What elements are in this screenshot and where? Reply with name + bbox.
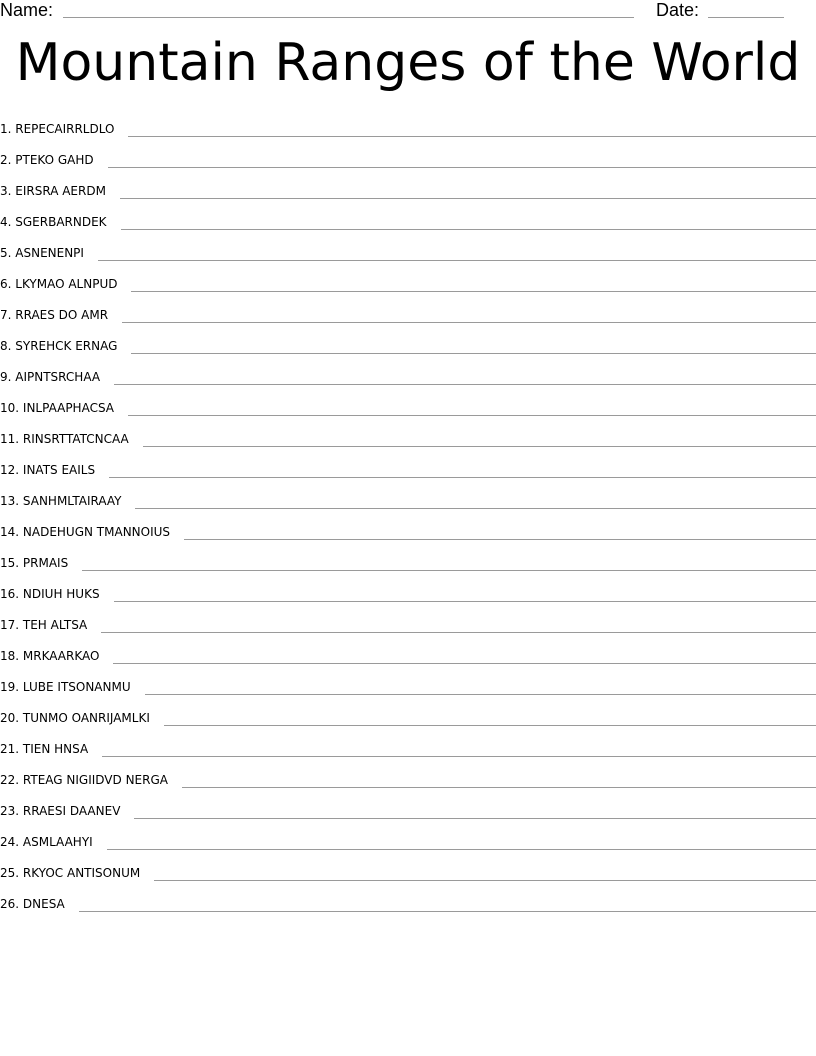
scrambled-word: 23. RRAESI DAANEV (0, 804, 121, 818)
list-item (0, 512, 816, 543)
date-field[interactable] (708, 17, 784, 18)
scrambled-word: 24. ASMLAAHYI (0, 835, 93, 849)
answer-line[interactable] (102, 756, 816, 757)
scrambled-word: 5. ASNENENPI (0, 246, 84, 260)
list-item (0, 109, 816, 140)
list-item (0, 295, 816, 326)
list-item (0, 326, 816, 357)
answer-line[interactable] (121, 229, 816, 230)
scrambled-word: 4. SGERBARNDEK (0, 215, 107, 229)
scrambled-word: 17. TEH ALTSA (0, 618, 88, 632)
scrambled-word: 1. REPECAIRRLDLO (0, 122, 115, 136)
name-label: Name: (0, 0, 54, 20)
scrambled-word: 18. MRKAARKAO (0, 649, 100, 663)
list-item (0, 202, 816, 233)
page-title: Mountain Ranges of the World (15, 33, 801, 93)
answer-line[interactable] (114, 384, 816, 385)
list-item (0, 171, 816, 202)
scrambled-word: 15. PRMAIS (0, 556, 69, 570)
scrambled-word: 8. SYREHCK ERNAG (0, 339, 118, 353)
scrambled-word: 16. NDIUH HUKS (0, 587, 100, 601)
answer-line[interactable] (122, 322, 816, 323)
answer-line[interactable] (128, 136, 816, 137)
scrambled-word: 2. PTEKO GAHD (0, 153, 94, 167)
scrambled-word: 11. RINSRTTATCNCAA (0, 432, 129, 446)
answer-line[interactable] (135, 508, 816, 509)
list-item (0, 574, 816, 605)
scrambled-word: 9. AIPNTSRCHAA (0, 370, 101, 384)
list-item (0, 791, 816, 822)
date-label: Date: (656, 0, 700, 20)
scrambled-word: 10. INLPAAPHACSA (0, 401, 115, 415)
answer-line[interactable] (107, 849, 816, 850)
scrambled-word: 19. LUBE ITSONANMU (0, 680, 131, 694)
answer-line[interactable] (128, 415, 816, 416)
scramble-list (0, 109, 816, 915)
list-item (0, 233, 816, 264)
scrambled-word: 7. RRAES DO AMR (0, 308, 109, 322)
answer-line[interactable] (120, 198, 816, 199)
answer-line[interactable] (82, 570, 816, 571)
name-field[interactable] (63, 17, 634, 18)
scrambled-word: 26. DNESA (0, 897, 65, 911)
list-item (0, 357, 816, 388)
answer-line[interactable] (184, 539, 816, 540)
answer-line[interactable] (182, 787, 816, 788)
list-item (0, 698, 816, 729)
scrambled-word: 6. LKYMAO ALNPUD (0, 277, 118, 291)
scrambled-word: 12. INATS EAILS (0, 463, 96, 477)
answer-line[interactable] (109, 477, 816, 478)
scrambled-word: 3. EIRSRA AERDM (0, 184, 106, 198)
answer-line[interactable] (134, 818, 816, 819)
list-item (0, 388, 816, 419)
scrambled-word: 21. TIEN HNSA (0, 742, 89, 756)
scrambled-word: 14. NADEHUGN TMANNOIUS (0, 525, 171, 539)
answer-line[interactable] (113, 663, 816, 664)
answer-line[interactable] (98, 260, 816, 261)
answer-line[interactable] (164, 725, 816, 726)
list-item (0, 605, 816, 636)
list-item (0, 543, 816, 574)
scrambled-word: 20. TUNMO OANRIJAMLKI (0, 711, 150, 725)
answer-line[interactable] (79, 911, 816, 912)
answer-line[interactable] (154, 880, 816, 881)
answer-line[interactable] (101, 632, 816, 633)
answer-line[interactable] (114, 601, 816, 602)
list-item (0, 636, 816, 667)
list-item (0, 729, 816, 760)
list-item (0, 760, 816, 791)
answer-line[interactable] (145, 694, 816, 695)
list-item (0, 450, 816, 481)
list-item (0, 853, 816, 884)
list-item (0, 822, 816, 853)
answer-line[interactable] (131, 353, 816, 354)
list-item (0, 264, 816, 295)
list-item (0, 667, 816, 698)
list-item (0, 481, 816, 512)
answer-line[interactable] (108, 167, 816, 168)
list-item (0, 419, 816, 450)
scrambled-word: 13. SANHMLTAIRAAY (0, 494, 122, 508)
scrambled-word: 22. RTEAG NIGIIDVD NERGA (0, 773, 168, 787)
answer-line[interactable] (131, 291, 816, 292)
list-item (0, 140, 816, 171)
answer-line[interactable] (143, 446, 816, 447)
worksheet-header (0, 0, 816, 22)
scrambled-word: 25. RKYOC ANTISONUM (0, 866, 141, 880)
list-item (0, 884, 816, 915)
